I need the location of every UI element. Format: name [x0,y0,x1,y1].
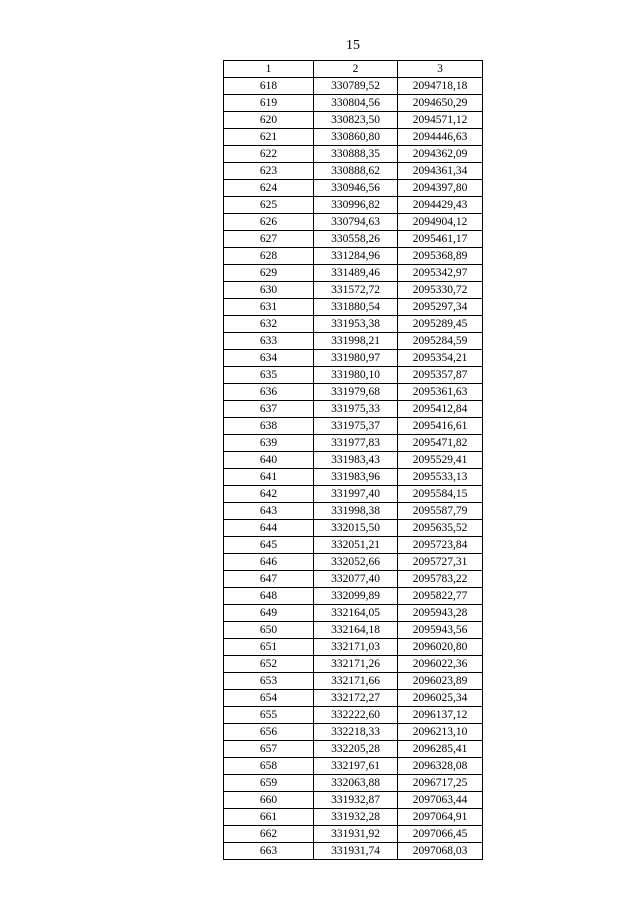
point-number-cell: 632 [224,316,314,333]
table-header [224,61,483,78]
x-coordinate-cell: 330888,35 [314,146,398,163]
x-coordinate-cell: 331998,38 [314,503,398,520]
table-row [224,197,483,214]
y-coordinate-cell: 2095723,84 [398,537,483,554]
table-row [224,724,483,741]
table-row [224,469,483,486]
table-row [224,112,483,129]
table-row [224,843,483,860]
x-coordinate-cell: 331931,92 [314,826,398,843]
table-row [224,690,483,707]
y-coordinate-cell: 2094650,29 [398,95,483,112]
table-row [224,316,483,333]
point-number-cell: 618 [224,78,314,95]
table-row [224,418,483,435]
table-row [224,384,483,401]
y-coordinate-cell: 2095330,72 [398,282,483,299]
page-number: 15 [346,38,360,53]
x-coordinate-cell: 332172,27 [314,690,398,707]
y-coordinate-cell: 2096023,89 [398,673,483,690]
table-row [224,537,483,554]
point-number-cell: 640 [224,452,314,469]
x-coordinate-cell: 331489,46 [314,265,398,282]
point-number-cell: 621 [224,129,314,146]
x-coordinate-cell: 331997,40 [314,486,398,503]
table-row [224,622,483,639]
point-number-cell: 645 [224,537,314,554]
table-row [224,588,483,605]
table-row [224,503,483,520]
x-coordinate-cell: 332164,18 [314,622,398,639]
table-row [224,78,483,95]
x-coordinate-cell: 332222,60 [314,707,398,724]
point-number-cell: 662 [224,826,314,843]
header-cell-2: 2 [314,61,398,78]
y-coordinate-cell: 2094362,09 [398,146,483,163]
point-number-cell: 631 [224,299,314,316]
y-coordinate-cell: 2095289,45 [398,316,483,333]
point-number-cell: 633 [224,333,314,350]
table-row [224,282,483,299]
x-coordinate-cell: 330946,56 [314,180,398,197]
point-number-cell: 659 [224,775,314,792]
table-body [224,78,483,860]
y-coordinate-cell: 2095471,82 [398,435,483,452]
point-number-cell: 661 [224,809,314,826]
point-number-cell: 655 [224,707,314,724]
x-coordinate-cell: 332063,88 [314,775,398,792]
table-row [224,707,483,724]
y-coordinate-cell: 2094571,12 [398,112,483,129]
y-coordinate-cell: 2095416,61 [398,418,483,435]
x-coordinate-cell: 331975,33 [314,401,398,418]
point-number-cell: 657 [224,741,314,758]
table-row [224,180,483,197]
header-row [224,61,483,78]
x-coordinate-cell: 331932,87 [314,792,398,809]
point-number-cell: 629 [224,265,314,282]
table-row [224,435,483,452]
x-coordinate-cell: 331572,72 [314,282,398,299]
y-coordinate-cell: 2095361,63 [398,384,483,401]
point-number-cell: 639 [224,435,314,452]
table-row [224,571,483,588]
point-number-cell: 643 [224,503,314,520]
y-coordinate-cell: 2096717,25 [398,775,483,792]
table-row [224,163,483,180]
y-coordinate-cell: 2095635,52 [398,520,483,537]
point-number-cell: 649 [224,605,314,622]
table-row [224,520,483,537]
point-number-cell: 651 [224,639,314,656]
y-coordinate-cell: 2096025,34 [398,690,483,707]
table-row [224,741,483,758]
x-coordinate-cell: 331983,96 [314,469,398,486]
table-row [224,673,483,690]
x-coordinate-cell: 331975,37 [314,418,398,435]
y-coordinate-cell: 2095533,13 [398,469,483,486]
table-row [224,265,483,282]
table-row [224,146,483,163]
table-row [224,486,483,503]
point-number-cell: 630 [224,282,314,299]
y-coordinate-cell: 2096328,08 [398,758,483,775]
x-coordinate-cell: 330558,26 [314,231,398,248]
table-row [224,775,483,792]
x-coordinate-cell: 332051,21 [314,537,398,554]
table-row [224,367,483,384]
point-number-cell: 637 [224,401,314,418]
point-number-cell: 654 [224,690,314,707]
y-coordinate-cell: 2095587,79 [398,503,483,520]
y-coordinate-cell: 2096020,80 [398,639,483,656]
point-number-cell: 628 [224,248,314,265]
point-number-cell: 642 [224,486,314,503]
y-coordinate-cell: 2097064,91 [398,809,483,826]
x-coordinate-cell: 332197,61 [314,758,398,775]
x-coordinate-cell: 330823,50 [314,112,398,129]
x-coordinate-cell: 331979,68 [314,384,398,401]
x-coordinate-cell: 331998,21 [314,333,398,350]
y-coordinate-cell: 2095354,21 [398,350,483,367]
point-number-cell: 653 [224,673,314,690]
x-coordinate-cell: 330860,80 [314,129,398,146]
y-coordinate-cell: 2094904,12 [398,214,483,231]
header-cell-1: 1 [224,61,314,78]
point-number-cell: 619 [224,95,314,112]
x-coordinate-cell: 332171,26 [314,656,398,673]
x-coordinate-cell: 332099,89 [314,588,398,605]
table-row [224,792,483,809]
x-coordinate-cell: 332052,66 [314,554,398,571]
y-coordinate-cell: 2095368,89 [398,248,483,265]
y-coordinate-cell: 2095412,84 [398,401,483,418]
point-number-cell: 626 [224,214,314,231]
point-number-cell: 623 [224,163,314,180]
table-row [224,758,483,775]
y-coordinate-cell: 2095529,41 [398,452,483,469]
point-number-cell: 644 [224,520,314,537]
y-coordinate-cell: 2097063,44 [398,792,483,809]
y-coordinate-cell: 2095461,17 [398,231,483,248]
x-coordinate-cell: 332218,33 [314,724,398,741]
y-coordinate-cell: 2095943,56 [398,622,483,639]
x-coordinate-cell: 331932,28 [314,809,398,826]
x-coordinate-cell: 331880,54 [314,299,398,316]
point-number-cell: 652 [224,656,314,673]
table-row [224,231,483,248]
x-coordinate-cell: 330996,82 [314,197,398,214]
point-number-cell: 635 [224,367,314,384]
x-coordinate-cell: 332015,50 [314,520,398,537]
header-cell-3: 3 [398,61,483,78]
x-coordinate-cell: 332171,66 [314,673,398,690]
coordinates-table [223,60,483,860]
point-number-cell: 627 [224,231,314,248]
x-coordinate-cell: 332205,28 [314,741,398,758]
y-coordinate-cell: 2094718,18 [398,78,483,95]
point-number-cell: 624 [224,180,314,197]
y-coordinate-cell: 2095357,87 [398,367,483,384]
table-row [224,350,483,367]
x-coordinate-cell: 330804,56 [314,95,398,112]
x-coordinate-cell: 331931,74 [314,843,398,860]
y-coordinate-cell: 2094446,63 [398,129,483,146]
point-number-cell: 650 [224,622,314,639]
point-number-cell: 622 [224,146,314,163]
x-coordinate-cell: 330888,62 [314,163,398,180]
point-number-cell: 636 [224,384,314,401]
x-coordinate-cell: 331980,10 [314,367,398,384]
point-number-cell: 658 [224,758,314,775]
y-coordinate-cell: 2095342,97 [398,265,483,282]
y-coordinate-cell: 2097066,45 [398,826,483,843]
x-coordinate-cell: 331980,97 [314,350,398,367]
x-coordinate-cell: 330794,63 [314,214,398,231]
point-number-cell: 646 [224,554,314,571]
table-row [224,95,483,112]
table-row [224,129,483,146]
table-row [224,605,483,622]
x-coordinate-cell: 331953,38 [314,316,398,333]
y-coordinate-cell: 2095297,34 [398,299,483,316]
x-coordinate-cell: 331284,96 [314,248,398,265]
y-coordinate-cell: 2094361,34 [398,163,483,180]
point-number-cell: 634 [224,350,314,367]
point-number-cell: 660 [224,792,314,809]
table-row [224,214,483,231]
y-coordinate-cell: 2097068,03 [398,843,483,860]
point-number-cell: 648 [224,588,314,605]
x-coordinate-cell: 331977,83 [314,435,398,452]
point-number-cell: 620 [224,112,314,129]
y-coordinate-cell: 2095584,15 [398,486,483,503]
y-coordinate-cell: 2096213,10 [398,724,483,741]
y-coordinate-cell: 2095783,22 [398,571,483,588]
y-coordinate-cell: 2096137,12 [398,707,483,724]
y-coordinate-cell: 2095943,28 [398,605,483,622]
table-row [224,299,483,316]
y-coordinate-cell: 2094429,43 [398,197,483,214]
table-row [224,826,483,843]
y-coordinate-cell: 2095822,77 [398,588,483,605]
x-coordinate-cell: 331983,43 [314,452,398,469]
table-row [224,333,483,350]
table-row [224,401,483,418]
point-number-cell: 638 [224,418,314,435]
y-coordinate-cell: 2096285,41 [398,741,483,758]
table-row [224,639,483,656]
x-coordinate-cell: 332164,05 [314,605,398,622]
y-coordinate-cell: 2094397,80 [398,180,483,197]
table-row [224,452,483,469]
point-number-cell: 647 [224,571,314,588]
point-number-cell: 625 [224,197,314,214]
table-row [224,554,483,571]
x-coordinate-cell: 332077,40 [314,571,398,588]
table-row [224,656,483,673]
table-row [224,248,483,265]
point-number-cell: 641 [224,469,314,486]
table-row [224,809,483,826]
y-coordinate-cell: 2095727,31 [398,554,483,571]
y-coordinate-cell: 2095284,59 [398,333,483,350]
x-coordinate-cell: 332171,03 [314,639,398,656]
x-coordinate-cell: 330789,52 [314,78,398,95]
y-coordinate-cell: 2096022,36 [398,656,483,673]
point-number-cell: 663 [224,843,314,860]
point-number-cell: 656 [224,724,314,741]
